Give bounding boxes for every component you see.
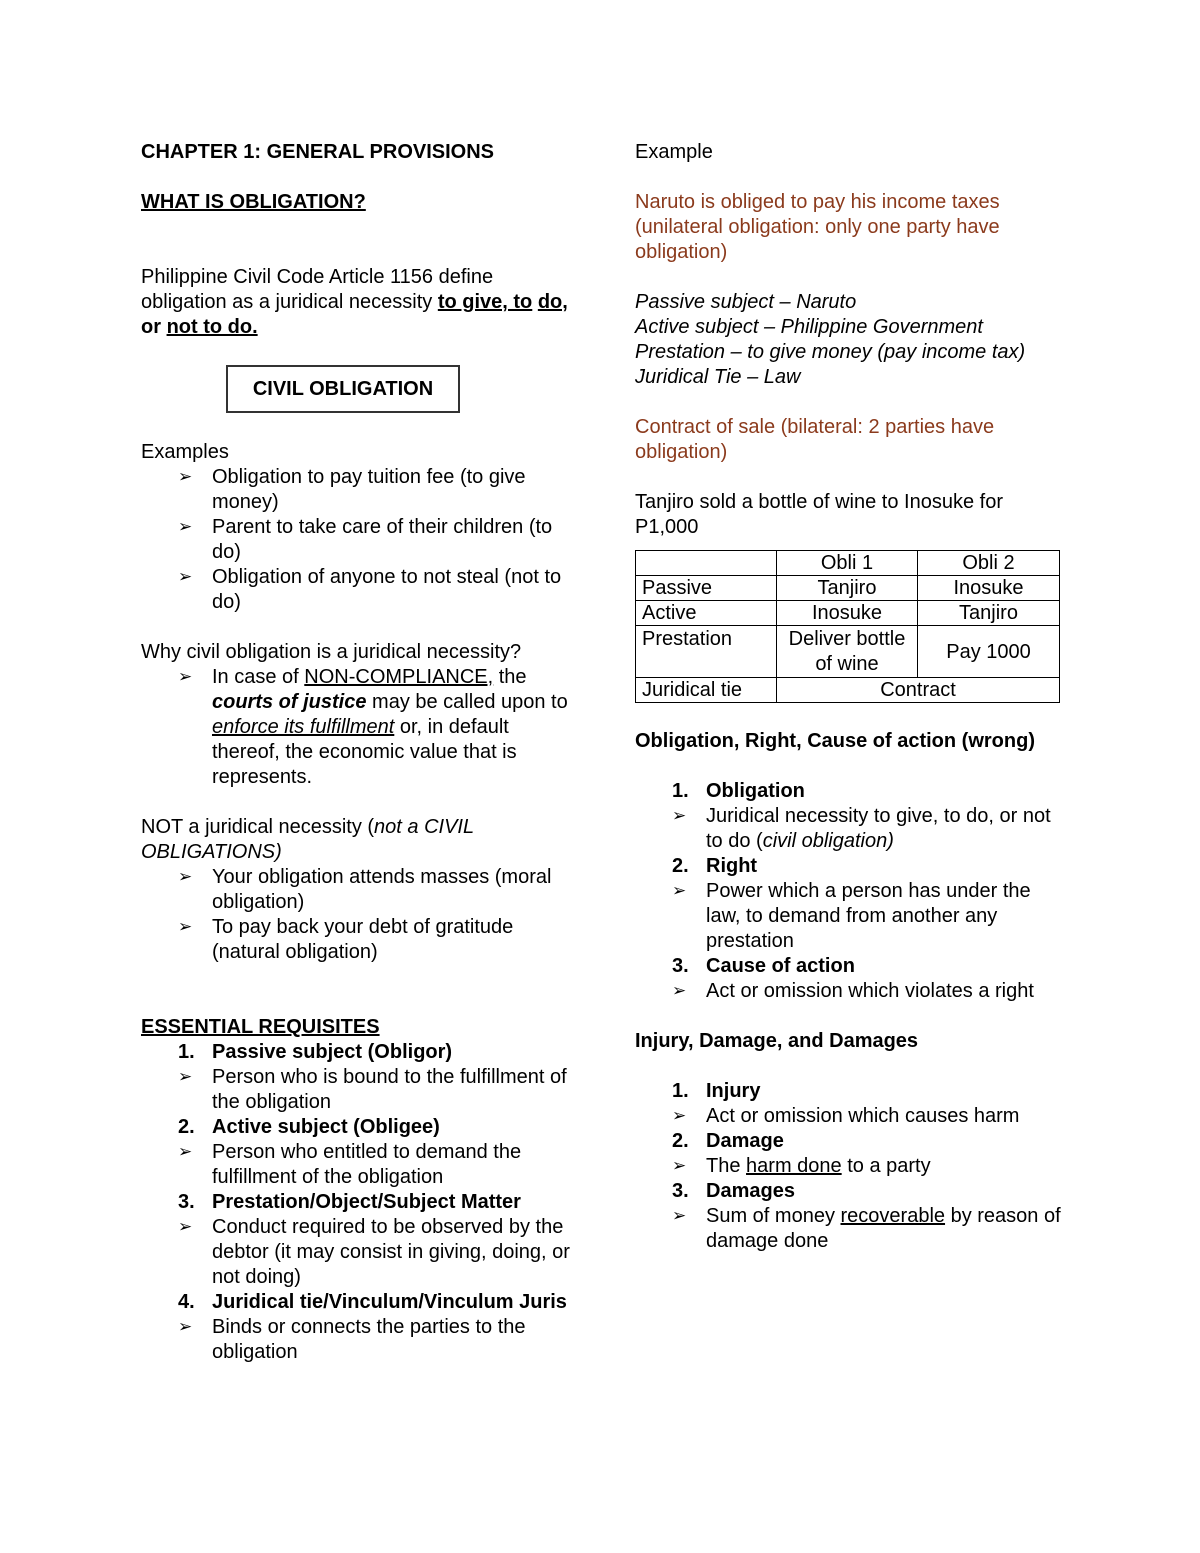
- list-item: [635, 954, 1065, 979]
- ocr-list: [635, 779, 1065, 1004]
- table-row: [636, 576, 1060, 601]
- why-text-1: In case of: [212, 666, 305, 688]
- item-title: Prestation/Object/Subject Matter: [212, 1191, 521, 1213]
- item-desc: Juridical necessity to give, to do, or not to do (: [706, 805, 1051, 852]
- examples-list: [141, 465, 581, 615]
- why-question: Why civil obligation is a juridical necessity?: [141, 641, 522, 663]
- civil-obligation-box: CIVIL OBLIGATION: [226, 365, 460, 413]
- not-civil-obligations-term: not a CIVIL OBLIGATIONS): [141, 816, 474, 863]
- table-cell: Obli 1: [777, 551, 918, 576]
- not-to-do-term: not to do.: [166, 316, 258, 338]
- table-cell: Juridical tie: [636, 678, 777, 703]
- obligation-right-cause-heading: Obligation, Right, Cause of action (wrong): [635, 730, 1035, 752]
- item-title: Juridical tie/Vinculum/Vinculum Juris: [212, 1291, 567, 1313]
- obligation-table: [635, 550, 1060, 703]
- requisites-list: [141, 1040, 581, 1365]
- what-is-obligation-heading: WHAT IS OBLIGATION?: [141, 191, 366, 213]
- item-title: Cause of action: [706, 955, 855, 977]
- list-item: [141, 1115, 581, 1140]
- contract-of-sale-example: Contract of sale (bilateral: 2 parties have obligation): [635, 416, 995, 463]
- item-title: Right: [706, 855, 758, 877]
- item-title: Active subject (Obligee): [212, 1116, 440, 1138]
- item-title: Injury: [706, 1080, 761, 1102]
- table-row: [636, 626, 1060, 678]
- definition-paragraph: [141, 265, 581, 340]
- definition-text: Philippine Civil Code Article 1156 define obligation as a juridical necessity: [141, 266, 494, 313]
- item-desc: Sum of money: [706, 1205, 841, 1227]
- list-item: ➢ Conduct required to be observed by the debtor (it may consist in giving, doing, or not doing): [141, 1215, 581, 1290]
- not-necessity-paragraph: [141, 815, 581, 865]
- chapter-title: CHAPTER 1: GENERAL PROVISIONS: [141, 141, 495, 163]
- why-list: [141, 665, 581, 790]
- example-label: Example: [635, 141, 713, 163]
- list-item: ➢ Obligation to pay tuition fee (to give money): [141, 465, 581, 515]
- table-row: [636, 678, 1060, 703]
- list-item: [635, 1079, 1065, 1104]
- right-column: [635, 140, 1065, 1254]
- list-item: ➢ Person who entitled to demand the fulfillment of the obligation: [141, 1140, 581, 1190]
- item-title: Obligation: [706, 780, 805, 802]
- or-word: or: [141, 316, 167, 338]
- item-number: 2.: [672, 1130, 689, 1152]
- table-cell: Tanjiro: [918, 601, 1060, 626]
- list-item: [635, 1129, 1065, 1154]
- list-item: [141, 665, 581, 790]
- naruto-line: Prestation – to give money (pay income tax): [635, 341, 1026, 363]
- item-number: 2.: [672, 855, 689, 877]
- recoverable-term: recoverable: [840, 1205, 946, 1227]
- naruto-line: Active subject – Philippine Government: [635, 316, 983, 338]
- list-item: ➢ Power which a person has under the law, to demand from another any prestation: [635, 879, 1065, 954]
- table-cell: Passive: [636, 576, 777, 601]
- item-desc: to a party: [841, 1155, 931, 1177]
- not-necessity-list: [141, 865, 581, 965]
- table-cell: Pay 1000: [918, 626, 1060, 678]
- table-cell: Active: [636, 601, 777, 626]
- list-item: ➢ To pay back your debt of gratitude (natural obligation): [141, 915, 581, 965]
- table-cell: Inosuke: [777, 601, 918, 626]
- list-item: [635, 804, 1065, 854]
- list-item: [635, 1154, 1065, 1179]
- item-number: 1.: [672, 1080, 689, 1102]
- table-cell: Obli 2: [918, 551, 1060, 576]
- left-column: [141, 140, 581, 1365]
- list-item: ➢ Parent to take care of their children (to do): [141, 515, 581, 565]
- to-give-term: to give, to: [437, 291, 533, 313]
- civil-obligation-term: civil obligation): [762, 830, 894, 852]
- why-text-2: the: [493, 666, 527, 688]
- enforce-term: enforce its fulfillment: [212, 716, 395, 738]
- essential-requisites-heading: ESSENTIAL REQUISITES: [141, 1016, 380, 1038]
- item-title: Damages: [706, 1180, 795, 1202]
- item-title: Damage: [706, 1130, 784, 1152]
- list-item: [141, 1040, 581, 1065]
- table-cell: Tanjiro: [777, 576, 918, 601]
- courts-term: courts of justice: [212, 691, 367, 713]
- list-item: ➢ Act or omission which violates a right: [635, 979, 1065, 1004]
- table-cell: Prestation: [636, 626, 777, 678]
- list-item: [141, 1190, 581, 1215]
- injury-damage-heading: Injury, Damage, and Damages: [635, 1030, 919, 1052]
- item-number: 1.: [178, 1041, 195, 1063]
- item-number: 3.: [672, 955, 689, 977]
- item-desc: by reason of damage done: [706, 1205, 1061, 1252]
- tanjiro-example: Tanjiro sold a bottle of wine to Inosuke for P1,000: [635, 491, 1003, 538]
- table-row: [636, 601, 1060, 626]
- table-cell: Deliver bottle of wine: [777, 626, 918, 678]
- table-cell: Contract: [777, 678, 1060, 703]
- do-term: do,: [537, 291, 568, 313]
- item-title: Passive subject (Obligor): [212, 1041, 453, 1063]
- list-item: [635, 1179, 1065, 1204]
- non-compliance-term: NON-COMPLIANCE,: [304, 666, 494, 688]
- list-item: [141, 1290, 581, 1315]
- examples-label: Examples: [141, 441, 229, 463]
- item-number: 2.: [178, 1116, 195, 1138]
- naruto-line: Passive subject – Naruto: [635, 291, 857, 313]
- list-item: ➢ Person who is bound to the fulfillment of the obligation: [141, 1065, 581, 1115]
- list-item: [635, 854, 1065, 879]
- item-number: 3.: [178, 1191, 195, 1213]
- list-item: [635, 1204, 1065, 1254]
- item-desc: The: [706, 1155, 747, 1177]
- naruto-line: Juridical Tie – Law: [635, 366, 801, 388]
- not-necessity-text: NOT a juridical necessity (: [141, 816, 375, 838]
- list-item: ➢ Obligation of anyone to not steal (not to do): [141, 565, 581, 615]
- table-row: [636, 551, 1060, 576]
- table-cell: [636, 551, 777, 576]
- harm-done-term: harm done: [746, 1155, 842, 1177]
- why-text-3: may be called upon to: [366, 691, 568, 713]
- list-item: ➢ Your obligation attends masses (moral obligation): [141, 865, 581, 915]
- idd-list: [635, 1079, 1065, 1254]
- table-cell: Inosuke: [918, 576, 1060, 601]
- list-item: ➢ Act or omission which causes harm: [635, 1104, 1065, 1129]
- item-number: 1.: [672, 780, 689, 802]
- why-text-4: or, in default thereof, the economic value that is represents.: [212, 716, 517, 788]
- list-item: ➢ Binds or connects the parties to the obligation: [141, 1315, 581, 1365]
- naruto-example: Naruto is obliged to pay his income taxes (unilateral obligation: only one party have obligation): [635, 191, 1000, 263]
- item-number: 4.: [178, 1291, 195, 1313]
- list-item: [635, 779, 1065, 804]
- item-number: 3.: [672, 1180, 689, 1202]
